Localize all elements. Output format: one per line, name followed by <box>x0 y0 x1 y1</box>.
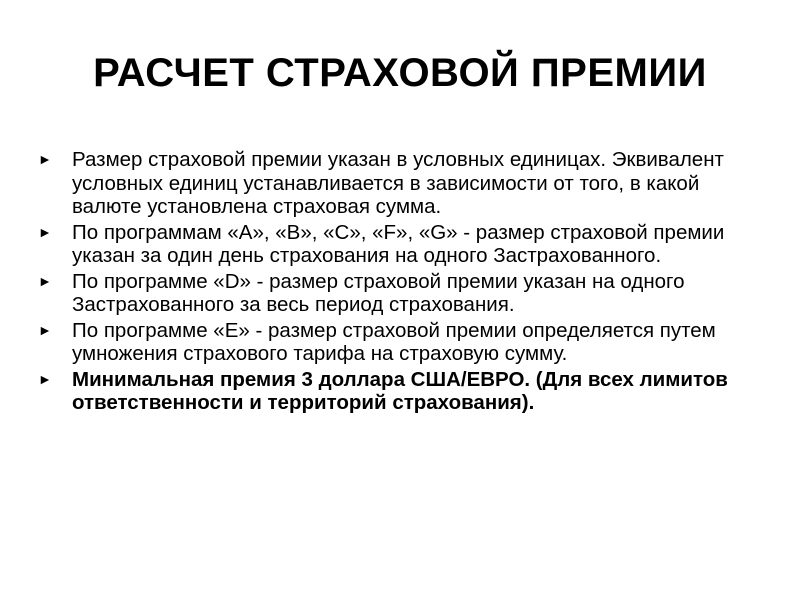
slide-title: РАСЧЕТ СТРАХОВОЙ ПРЕМИИ <box>93 50 707 95</box>
bullet-item-programs-abcfg <box>36 221 766 268</box>
bullet-text: Размер страховой премии указан в условных единицах. Эквивалент условных единиц устанавливается в зависимости от того, в какой валюте установлена страховая сумма. <box>72 148 724 218</box>
bullet-text: По программам «A», «B», «C», «F», «G» - размер страховой премии указан за один день страхования на одного Застрахованного. <box>72 220 725 267</box>
bullet-text: По программе «E» - размер страховой премии определяется путем умножения страхового тарифа на страховую сумму. <box>72 318 716 365</box>
bullet-item-program-d <box>36 270 766 317</box>
triangle-bullet-icon: ► <box>38 223 52 240</box>
bullet-item-program-e <box>36 319 766 366</box>
bullet-item-minimum-premium <box>36 368 766 415</box>
triangle-bullet-icon: ► <box>38 321 52 338</box>
triangle-bullet-icon: ► <box>38 272 52 289</box>
triangle-bullet-icon: ► <box>38 370 52 387</box>
bullet-list <box>36 148 766 417</box>
bullet-item-currency <box>36 148 766 219</box>
triangle-bullet-icon: ► <box>38 151 52 167</box>
bullet-text: Минимальная премия 3 доллара США/ЕВРО. (Для всех лимитов ответственности и территорий страхования). <box>72 367 728 414</box>
bullet-text: По программе «D» - размер страховой премии указан на одного Застрахованного за весь период страхования. <box>72 269 685 316</box>
